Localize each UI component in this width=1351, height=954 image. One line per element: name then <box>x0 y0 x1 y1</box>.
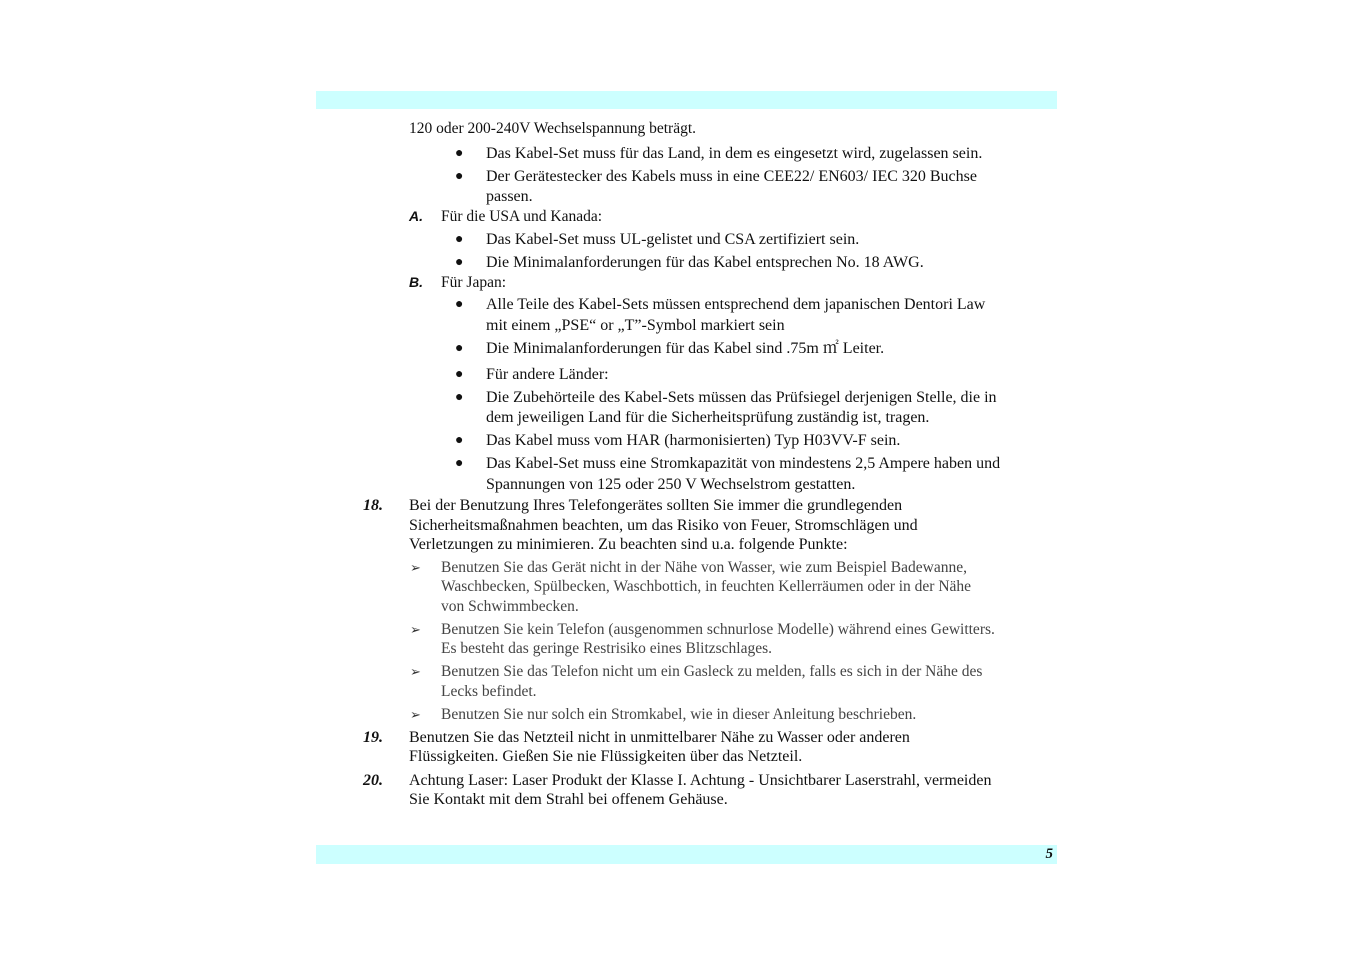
item-19-line-2: Flüssigkeiten. Gießen Sie nie Flüssigkeiten über das Netzteil. <box>409 748 803 765</box>
item-18-number: 18. <box>363 497 383 514</box>
section-b-bullet-1-line-2: mit einem „PSE“ or „T”-Symbol markiert sein <box>486 317 785 334</box>
item-18-sub-3-line-2: Lecks befindet. <box>441 683 537 700</box>
footer-band <box>316 845 1057 864</box>
section-b-bullet-6-line-2: Spannungen von 125 oder 250 V Wechselstrom gestatten. <box>486 476 856 493</box>
arrow-bullet-icon: ➢ <box>410 560 421 575</box>
header-band <box>316 91 1057 109</box>
bullet-icon: ● <box>455 297 464 312</box>
bullet-icon: ● <box>455 433 464 448</box>
intro-line: 120 oder 200-240V Wechselspannung beträgt. <box>409 120 697 137</box>
section-b-bullet-2: Die Minimalanforderungen für das Kabel sind .75m ㎡ Leiter. <box>486 340 885 357</box>
section-a-bullet-1: Das Kabel-Set muss UL-gelistet und CSA zertifiziert sein. <box>486 231 860 248</box>
item-18-sub-1-line-3: von Schwimmbecken. <box>441 598 579 615</box>
section-b-bullet-4-line-1: Die Zubehörteile des Kabel-Sets müssen das Prüfsiegel derjenigen Stelle, die in <box>486 389 997 406</box>
section-b-bullet-5: Das Kabel muss vom HAR (harmonisierten) Typ H03VV-F sein. <box>486 432 901 449</box>
section-b-letter: B. <box>409 274 423 290</box>
bullet-icon: ● <box>455 146 464 161</box>
section-b-title: Für Japan: <box>441 274 507 291</box>
bullet-icon: ● <box>455 169 464 184</box>
bullet-icon: ● <box>455 255 464 270</box>
item-20-line-1: Achtung Laser: Laser Produkt der Klasse I. Achtung - Unsichtbarer Laserstrahl, vermeiden <box>409 772 992 789</box>
item-18-sub-2-line-2: Es besteht das geringe Restrisiko eines Blitzschlages. <box>441 640 773 657</box>
item-18-line-3: Verletzungen zu minimieren. Zu beachten sind u.a. folgende Punkte: <box>409 536 848 553</box>
item-18-line-1: Bei der Benutzung Ihres Telefongerätes sollten Sie immer die grundlegenden <box>409 497 903 514</box>
arrow-bullet-icon: ➢ <box>410 664 421 679</box>
section-b-bullet-1-line-1: Alle Teile des Kabel-Sets müssen entsprechend dem japanischen Dentori Law <box>486 296 986 313</box>
bullet-icon: ● <box>455 367 464 382</box>
bullet-icon: ● <box>455 390 464 405</box>
general-bullet-2-line-1: Der Gerätestecker des Kabels muss in eine CEE22/ EN603/ IEC 320 Buchse <box>486 168 977 185</box>
bullet-icon: ● <box>455 341 464 356</box>
item-20-number: 20. <box>363 772 383 789</box>
bullet-icon: ● <box>455 232 464 247</box>
item-18-sub-4: Benutzen Sie nur solch ein Stromkabel, wie in dieser Anleitung beschrieben. <box>441 706 917 723</box>
arrow-bullet-icon: ➢ <box>410 622 421 637</box>
section-a-bullet-2: Die Minimalanforderungen für das Kabel entsprechen No. 18 AWG. <box>486 254 924 271</box>
section-b-bullet-4-line-2: dem jeweiligen Land für die Sicherheitsprüfung zuständig ist, tragen. <box>486 409 930 426</box>
general-bullet-1: Das Kabel-Set muss für das Land, in dem es eingesetzt wird, zugelassen sein. <box>486 145 983 162</box>
section-b-bullet-6-line-1: Das Kabel-Set muss eine Stromkapazität von mindestens 2,5 Ampere haben und <box>486 455 1001 472</box>
arrow-bullet-icon: ➢ <box>410 707 421 722</box>
section-a-title: Für die USA und Kanada: <box>441 208 603 225</box>
page-number: 5 <box>1045 846 1053 862</box>
item-18-sub-1-line-1: Benutzen Sie das Gerät nicht in der Nähe von Wasser, wie zum Beispiel Badewanne, <box>441 559 967 576</box>
item-19-line-1: Benutzen Sie das Netzteil nicht in unmittelbarer Nähe zu Wasser oder anderen <box>409 729 910 746</box>
section-a-letter: A. <box>409 208 423 224</box>
general-bullet-2-line-2: passen. <box>486 188 533 205</box>
item-18-sub-3-line-1: Benutzen Sie das Telefon nicht um ein Gasleck zu melden, falls es sich in der Nähe des <box>441 663 983 680</box>
item-18-sub-2-line-1: Benutzen Sie kein Telefon (ausgenommen schnurlose Modelle) während eines Gewitters. <box>441 621 995 638</box>
section-b-bullet-3: Für andere Länder: <box>486 366 609 383</box>
item-18-line-2: Sicherheitsmaßnahmen beachten, um das Risiko von Feuer, Stromschlägen und <box>409 517 918 534</box>
bullet-icon: ● <box>455 456 464 471</box>
item-20-line-2: Sie Kontakt mit dem Strahl bei offenem Gehäuse. <box>409 791 728 808</box>
item-19-number: 19. <box>363 729 383 746</box>
item-18-sub-1-line-2: Waschbecken, Spülbecken, Waschbottich, in feuchten Kellerräumen oder in der Nähe <box>441 578 972 595</box>
